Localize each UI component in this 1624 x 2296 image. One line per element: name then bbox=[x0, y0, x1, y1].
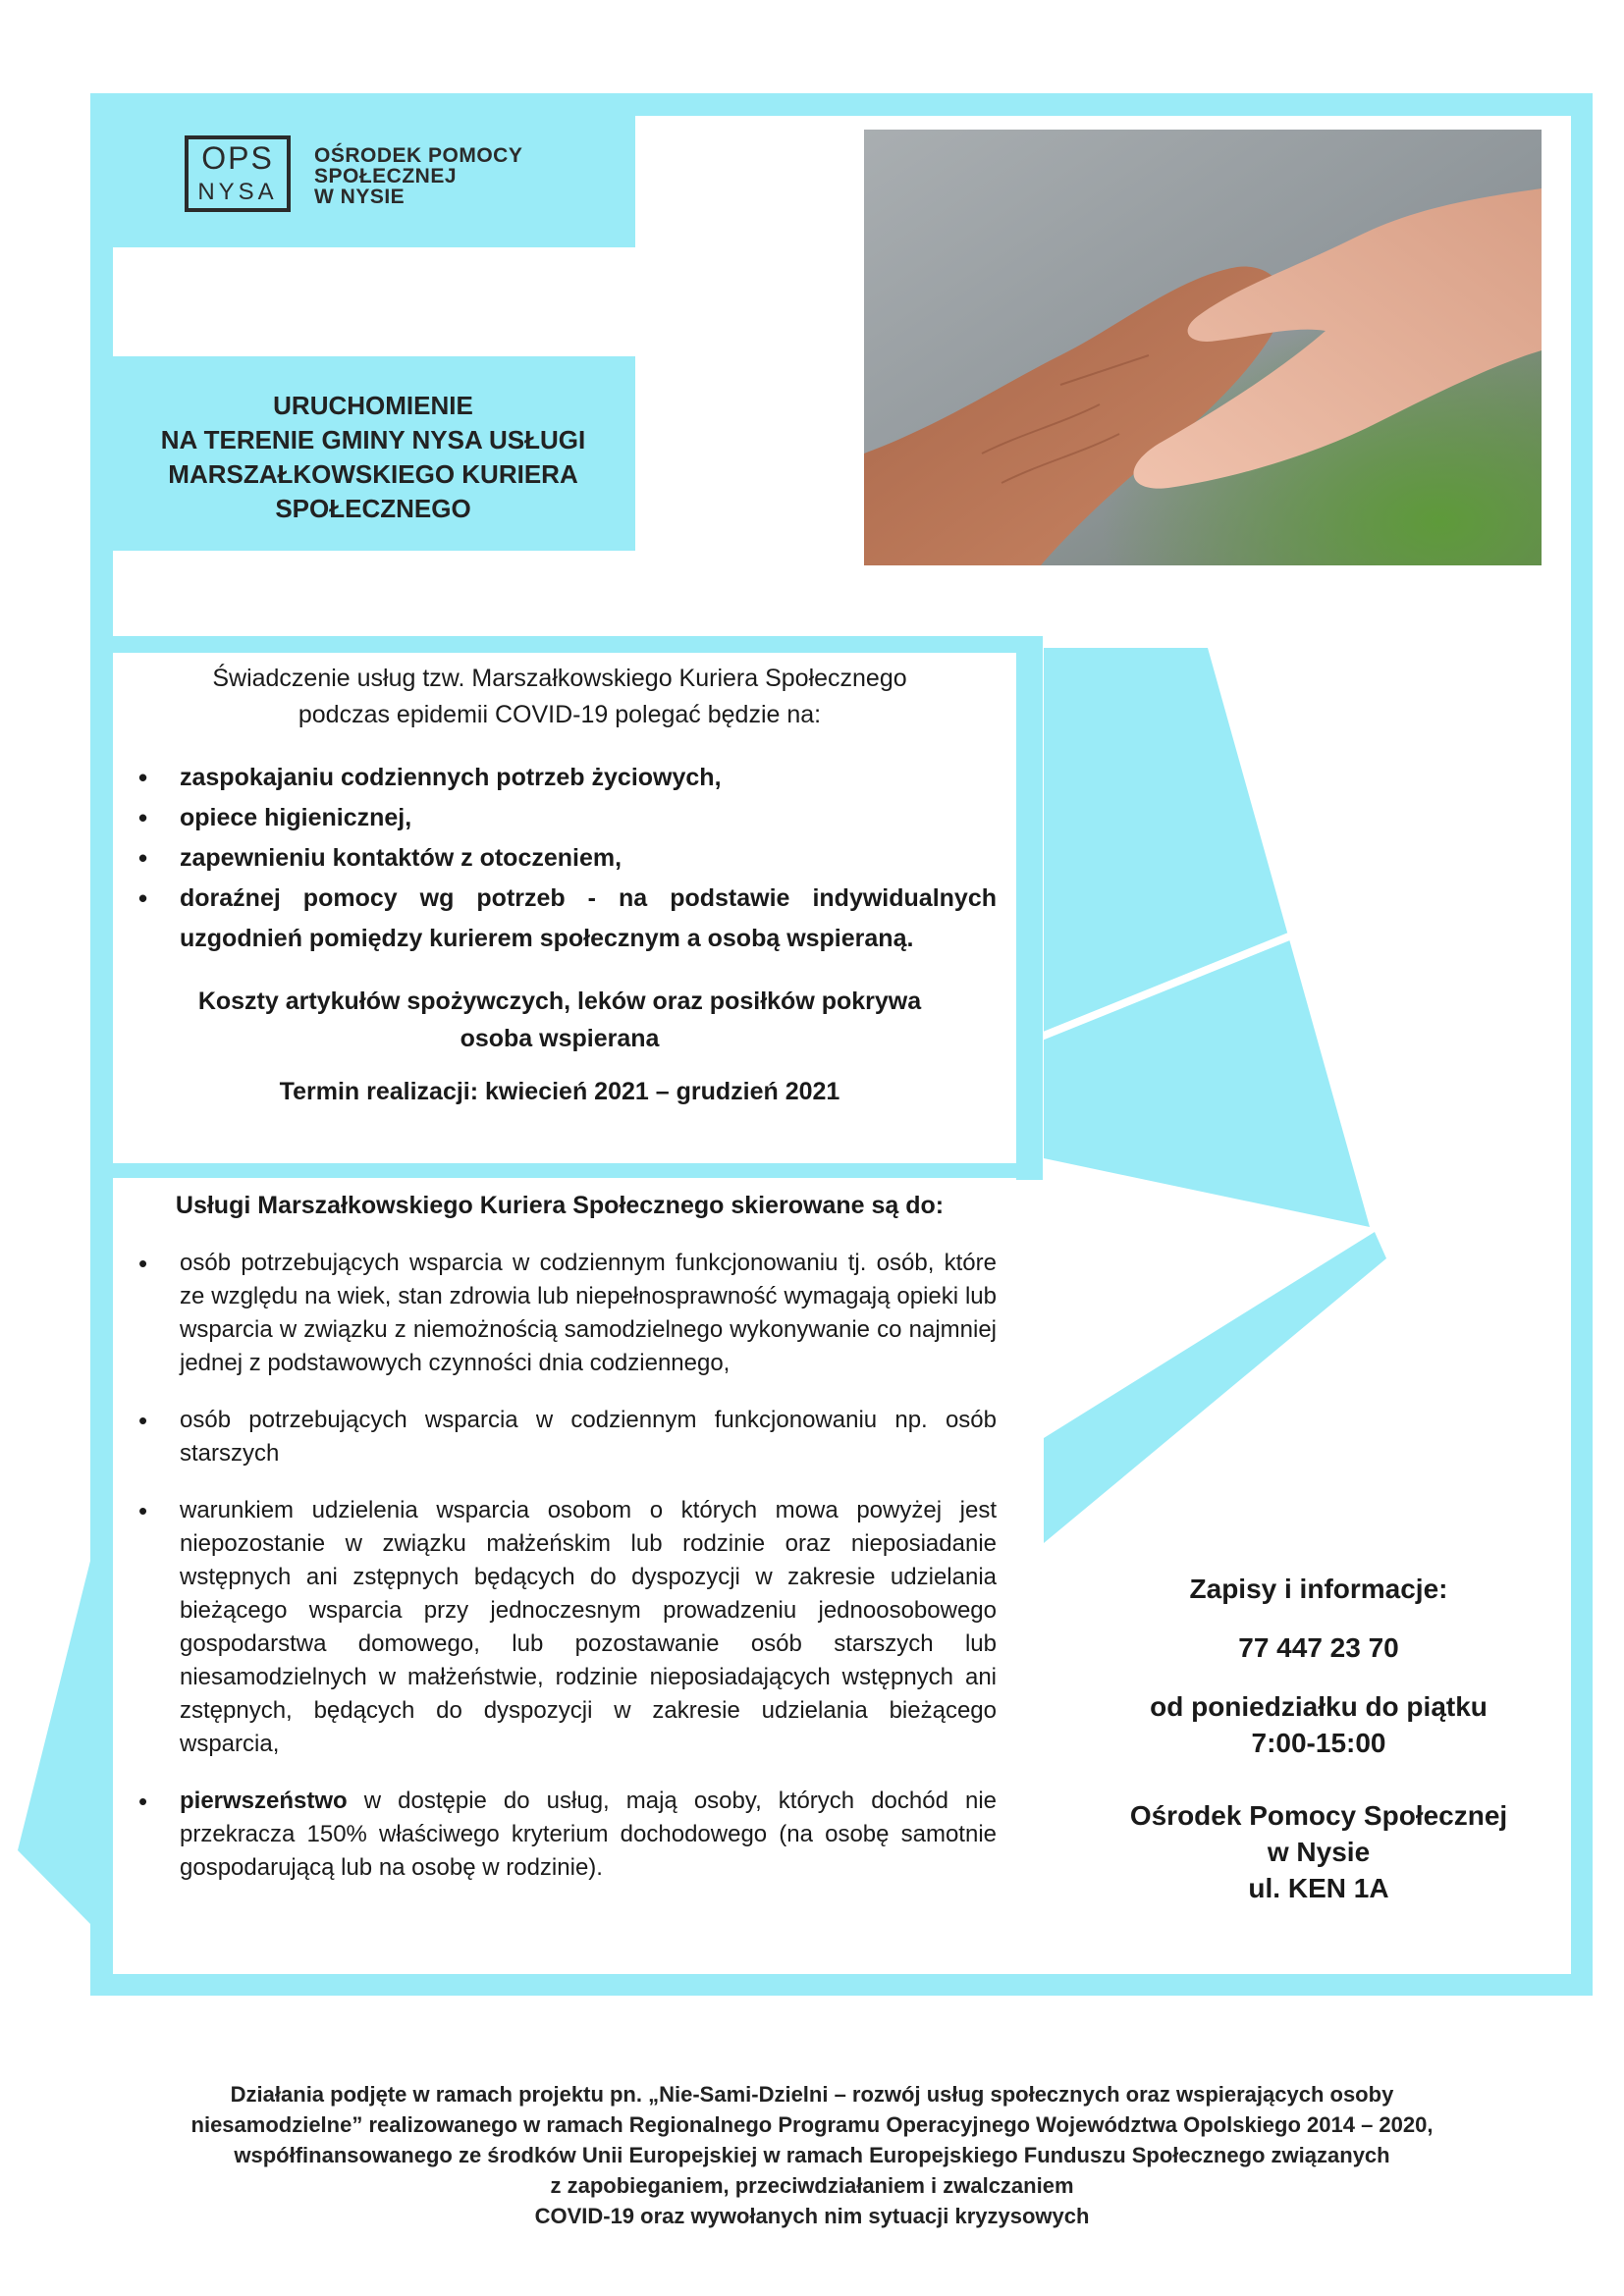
title-line: SPOŁECZNEGO bbox=[275, 494, 471, 523]
section2-heading: Usługi Marszałkowskiego Kuriera Społecznego skierowane są do: bbox=[175, 1192, 945, 1219]
costs-line: osoba wspierana bbox=[460, 1025, 660, 1052]
list-item: • zapewnieniu kontaktów z otoczeniem, bbox=[123, 838, 997, 879]
contact-time: 7:00-15:00 bbox=[1251, 1728, 1386, 1758]
footer-note bbox=[118, 2079, 1506, 2231]
list-item: • zaspokajaniu codziennych potrzeb życiowych, bbox=[123, 758, 997, 798]
logo-mark-bottom: NYSA bbox=[197, 179, 278, 205]
footer-line: niesamodzielne” realizowanego w ramach Regionalnego Programu Operacyjnego Województwa Opolskiego 2014 – 2020, bbox=[190, 2112, 1434, 2137]
page-title bbox=[113, 389, 633, 526]
office-line: ul. KEN 1A bbox=[1248, 1873, 1389, 1903]
footer-line: Działania podjęte w ramach projektu pn. „Nie-Sami-Dzielni – rozwój usług społecznych oraz wspierających osoby bbox=[230, 2082, 1394, 2107]
list-item bbox=[123, 1785, 997, 1885]
list-item: • doraźnej pomocy wg potrzeb - na podstawie indywidualnych uzgodnień pomiędzy kurierem społecznym a osobą wspieraną. bbox=[123, 879, 997, 959]
hands-image bbox=[864, 130, 1542, 565]
term-note: Termin realizacji: kwiecień 2021 – grudzień 2021 bbox=[279, 1078, 840, 1105]
section2-list bbox=[123, 1247, 997, 1885]
list-item: • warunkiem udzielenia wsparcia osobom o których mowa powyżej jest niepozostanie w związku małżeńskim lub rodzinie oraz nieposiadanie wstępnych ani zstępnych będących do dyspozycji w zakresie udzielania bieżącego wsparcia przy jednoczesnym prowadzeniu jednoosobowego gospodarstwa domowego, lub pozostawanie osób starszych lub niesamodzielnych w małżeństwie, rodzinie nieposiadających wstępnych ani zstępnych, będących do dyspozycji w zakresie udzielania bieżącego wsparcia, bbox=[123, 1494, 997, 1761]
hands-photo bbox=[864, 130, 1542, 565]
section1-intro bbox=[123, 661, 997, 733]
office-line: w Nysie bbox=[1267, 1837, 1371, 1867]
decor-shape-mid-right bbox=[1044, 1232, 1386, 1543]
costs-line: Koszty artykułów spożywczych, leków oraz posiłków pokrywa bbox=[197, 988, 922, 1015]
section2-content bbox=[123, 1188, 997, 1908]
list-item: • osób potrzebujących wsparcia w codziennym funkcjonowaniu tj. osób, które ze względu na wiek, stan zdrowia lub niepełnosprawność wymagają opieki lub wsparcia w związku z niemożnością samodzielnego wykonywanie co najmniej jednej z podstawowych czynności dnia codziennego, bbox=[123, 1247, 997, 1380]
decor-shape-left-spike bbox=[18, 1561, 90, 1924]
intro-line: podczas epidemii COVID-19 polegać będzie na: bbox=[298, 701, 822, 728]
intro-line: Świadczenie usług tzw. Marszałkowskiego Kuriera Społecznego bbox=[212, 665, 907, 692]
title-line: MARSZAŁKOWSKIEGO KURIERA bbox=[168, 459, 578, 489]
logo-name bbox=[314, 145, 522, 207]
logo-name-line: W NYSIE bbox=[314, 186, 406, 208]
office-line: Ośrodek Pomocy Społecznej bbox=[1129, 1800, 1508, 1831]
logo-name-line: SPOŁECZNEJ bbox=[314, 165, 458, 187]
logo-name-line: OŚRODEK POMOCY bbox=[314, 144, 523, 167]
list-item: • osób potrzebujących wsparcia w codziennym funkcjonowaniu np. osób starszych bbox=[123, 1404, 997, 1470]
section1-content bbox=[123, 661, 997, 1110]
priority-label: pierwszeństwo bbox=[180, 1788, 348, 1814]
contact-phone: 77 447 23 70 bbox=[1238, 1632, 1399, 1663]
title-line: NA TERENIE GMINY NYSA USŁUGI bbox=[160, 425, 586, 454]
priority-text: w dostępie do usług, mają osoby, których dochód nie przekracza 150% właściwego kryterium dochodowego (na osobę samotnie gospodarującą lub na osobę w rodzinie). bbox=[180, 1788, 997, 1881]
contact-heading: Zapisy i informacje: bbox=[1189, 1574, 1448, 1604]
footer-line: współfinansowanego ze środków Unii Europejskiej w ramach Europejskiego Funduszu Społecznego związanych bbox=[234, 2143, 1390, 2167]
title-line: URUCHOMIENIE bbox=[273, 391, 473, 420]
decor-shape-top-right bbox=[1044, 648, 1370, 1227]
contact-days: od poniedziałku do piątku bbox=[1150, 1691, 1488, 1722]
section1-list bbox=[123, 758, 997, 959]
list-item: • opiece higienicznej, bbox=[123, 798, 997, 838]
costs-note bbox=[123, 983, 997, 1057]
footer-line: z zapobieganiem, przeciwdziałaniem i zwalczaniem bbox=[550, 2173, 1074, 2198]
contact-info bbox=[1044, 1571, 1594, 1906]
logo-mark bbox=[185, 135, 291, 212]
logo-mark-top: OPS bbox=[201, 140, 274, 176]
footer-line: COVID-19 oraz wywołanych nim sytuacji kryzysowych bbox=[534, 2204, 1090, 2228]
